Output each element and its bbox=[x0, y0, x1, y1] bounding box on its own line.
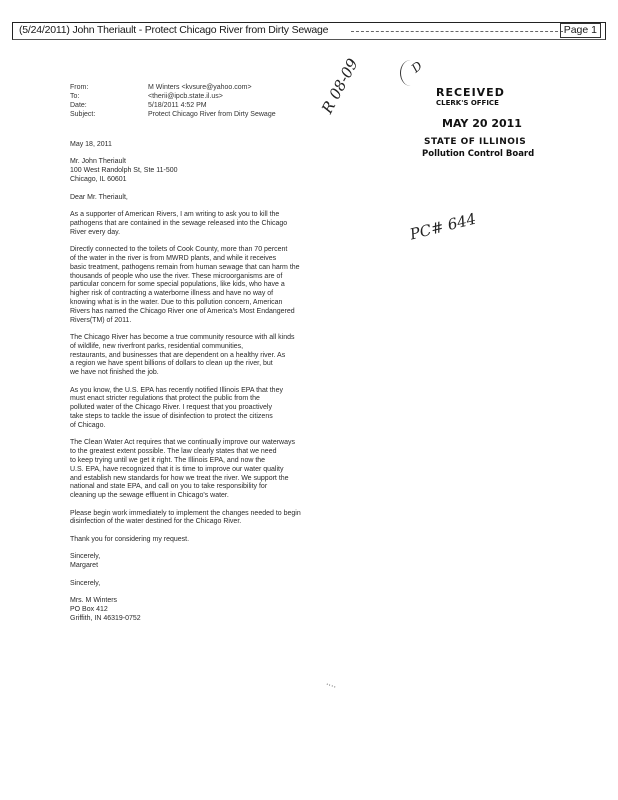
paragraph-1: As a supporter of American Rivers, I am writing to ask you to kill the pathogens that are contained in the sewage released into the Chicago River every day. bbox=[70, 211, 288, 236]
stamp-state: STATE OF ILLINOIS bbox=[424, 137, 527, 147]
paragraph-3: The Chicago River has become a true community resource with all kinds of wildlife, new riverfront parks, residential communities, restaurants, and businesses that are dependent on a healthy river. As a region we have spent billions of dollars to clean up the river, but we have not finished the job. bbox=[70, 333, 295, 377]
paragraph-5: The Clean Water Act requires that we continually improve our waterways to the greatest extent possible. The law clearly states that we need to keep trying until we get it right. The Illinois EPA, and now the U.S. EPA, have recognized that it is time to improve our water quality and establish new standards for how we treat the river. We support the national and state EPA, and call on you to take responsibility for cleaning up the sewage effluent in Chicago's water. bbox=[70, 439, 296, 500]
paragraph-7: Thank you for considering my request. bbox=[70, 535, 190, 543]
stray-scan-mark: ∙∙·∙ bbox=[324, 678, 338, 692]
subject-value: Protect Chicago River from Dirty Sewage bbox=[148, 111, 276, 118]
paragraph-6: Please begin work immediately to implement the changes needed to begin disinfection of the water destined for the Chicago River. bbox=[70, 509, 301, 526]
sender-address: Mrs. M Winters PO Box 412 Griffith, IN 46319-0752 bbox=[70, 597, 141, 622]
from-value: M Winters <kvsure@yahoo.com> bbox=[148, 84, 252, 91]
header-dashed-rule bbox=[351, 31, 563, 32]
print-header bbox=[12, 22, 606, 40]
letter-body bbox=[70, 141, 350, 632]
closing-2: Sincerely, bbox=[70, 579, 101, 587]
handwritten-public-comment-number: PC# 644 bbox=[408, 209, 478, 244]
paragraph-2: Directly connected to the toilets of Cook County, more than 70 percent of the water in the river is from MWRD plants, and while it receives basic treatment, pathogens remain from human sewage that can harm the thousands of people who use the river. These microorganisms are of particular concern for some special populations, like kids, who have a higher risk of contracting a waterborne illness and have no way of knowing what is in the water. Due to this pollution concern, American Rivers has named the Chicago River one of America's Most Endangered Rivers(TM) of 2011. bbox=[70, 246, 300, 324]
stamp-clerks-office: CLERK'S OFFICE bbox=[436, 99, 499, 107]
letter-date: May 18, 2011 bbox=[70, 141, 112, 148]
stamp-board: Pollution Control Board bbox=[422, 149, 535, 159]
handwritten-bracket-mark bbox=[400, 60, 421, 86]
subject-label: Subject: bbox=[70, 111, 96, 118]
handwritten-rule-number: R 08-09 bbox=[318, 55, 362, 117]
date-label: Date: bbox=[70, 102, 87, 109]
handwritten-subdocket: D bbox=[408, 58, 425, 76]
stamp-date: MAY 20 2011 bbox=[442, 117, 522, 130]
page-number: Page 1 bbox=[560, 23, 601, 38]
recipient-address: Mr. John Theriault 100 West Randolph St, Ste 11-500 Chicago, IL 60601 bbox=[70, 158, 178, 184]
date-value: 5/18/2011 4:52 PM bbox=[148, 102, 207, 109]
stamp-received: RECEIVED bbox=[436, 86, 505, 99]
to-label: To: bbox=[70, 93, 80, 100]
salutation: Dear Mr. Theriault, bbox=[70, 193, 128, 201]
to-value: <therii@ipcb.state.il.us> bbox=[148, 93, 223, 100]
header-title: (5/24/2011) John Theriault - Protect Chicago River from Dirty Sewage bbox=[19, 24, 329, 36]
paragraph-4: As you know, the U.S. EPA has recently notified Illinois EPA that they must enact stricter regulations that protect the public from the polluted water of the Chicago River. I request that you proactively take steps to tackle the issue of disinfection to protect the citizens of Chicago. bbox=[70, 386, 283, 429]
closing-block: Sincerely, Margaret bbox=[70, 553, 101, 570]
from-label: From: bbox=[70, 84, 89, 91]
